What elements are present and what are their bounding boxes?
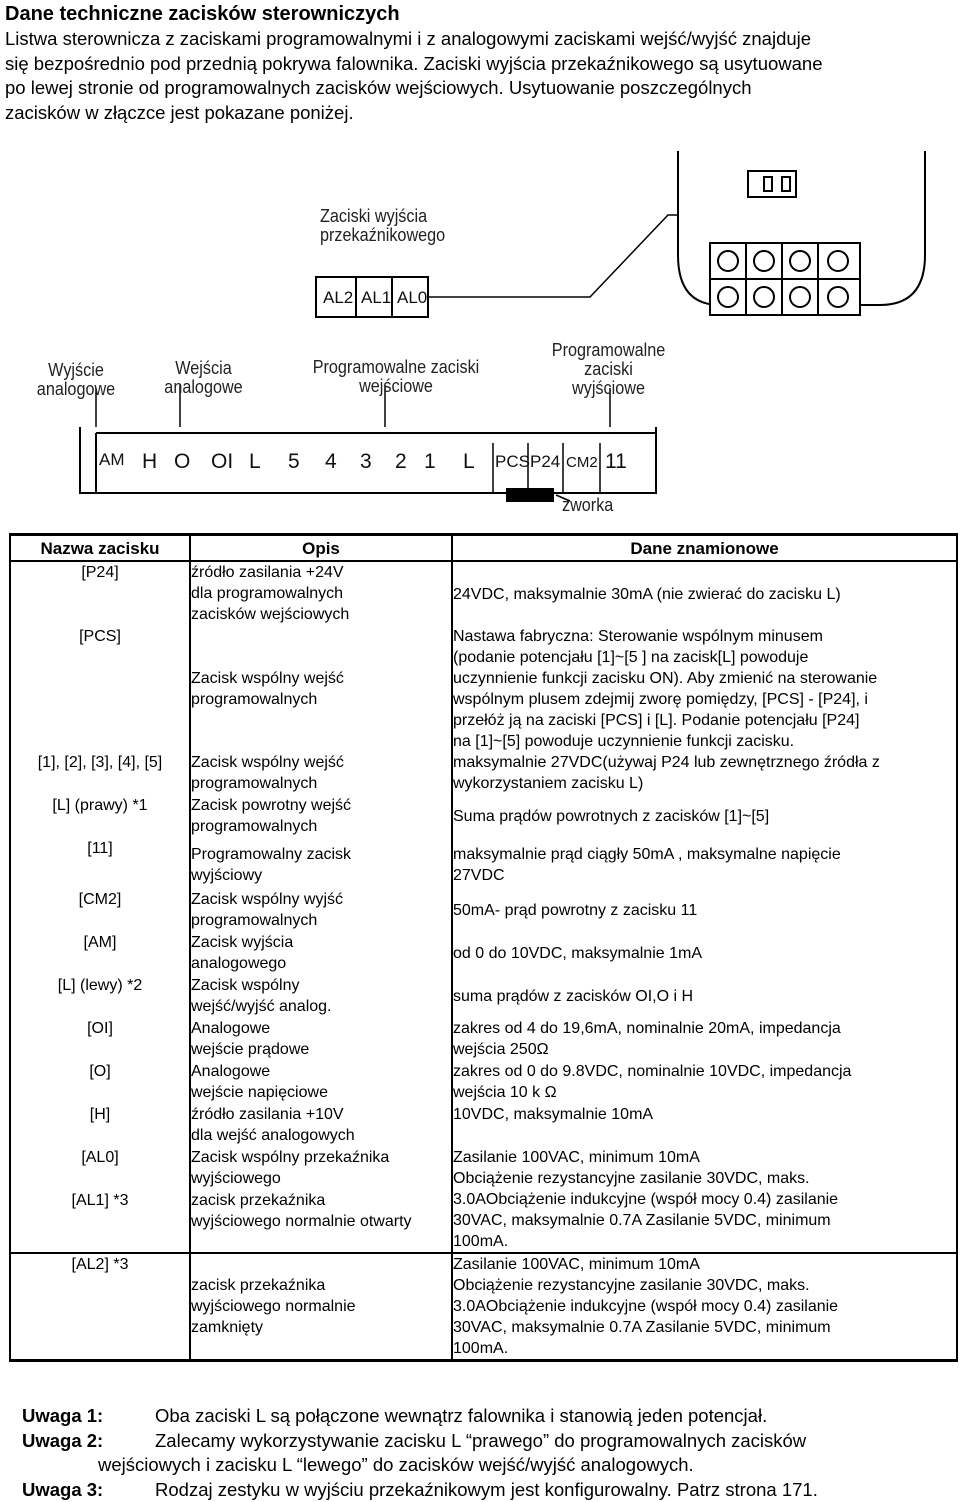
intro-line: się bezpośrednio pod przednią pokrywa falownika. Zaciski wyjścia przekaźnikowego są usytuowane	[5, 52, 955, 77]
intro-line: po lewej stronie od programowalnych zacisków wejściowych. Usytuowanie poszczególnych	[5, 76, 955, 101]
dip-switch	[764, 177, 772, 191]
desc-line: zacisków wejściowych	[191, 604, 451, 625]
terminal-description	[190, 795, 452, 838]
rating-line: Nastawa fabryczna: Sterowanie wspólnym minusem	[453, 626, 956, 647]
table-row	[10, 752, 957, 795]
rating-line: na [1]~[5] powoduje uczynnienie funkcji zacisku.	[453, 731, 956, 752]
relay-label-line: Zaciski wyjścia	[320, 207, 445, 226]
table-row	[10, 1061, 957, 1104]
terminal-p24: P24	[530, 452, 560, 472]
terminal-name: [O]	[10, 1061, 190, 1104]
terminal-description	[190, 889, 452, 932]
desc-line: Zacisk wspólny	[191, 975, 451, 996]
table-row	[10, 1018, 957, 1061]
table-row	[10, 561, 957, 626]
note-label: Uwaga 2:	[22, 1429, 103, 1454]
table-row	[10, 1253, 957, 1361]
analog-input-label	[163, 359, 244, 397]
terminal-diagram	[0, 145, 960, 530]
analog-output-label	[31, 361, 121, 399]
rating-line: 3.0AObciążenie indukcyjne (współ mocy 0.4) zasilanie	[453, 1296, 956, 1317]
terminal-pcs: PCS	[495, 452, 530, 472]
dip-switch	[782, 177, 790, 191]
terminal-rating	[452, 1253, 957, 1361]
terminal-11: 11	[605, 450, 627, 474]
label-line: Programowalne	[541, 341, 676, 360]
notes-section	[22, 1404, 952, 1502]
terminal-description	[190, 626, 452, 752]
rating-line: uczynnienie funkcji zacisku ON). Aby zmienić na sterowanie	[453, 668, 956, 689]
note-text: Oba zaciski L są połączone wewnątrz falownika i stanowią jeden potencjał.	[155, 1404, 767, 1429]
terminal-am: AM	[99, 450, 125, 470]
terminal-description	[190, 1061, 452, 1104]
column-header: Dane znamionowe	[452, 535, 957, 562]
desc-line: dla programowalnych	[191, 583, 451, 604]
intro-line: Listwa sterownicza z zaciskami programowalnymi i z analogowymi zaciskami wejść/wyjść znajduje	[5, 27, 955, 52]
table-row	[10, 795, 957, 838]
desc-line: Analogowe	[191, 1061, 451, 1082]
note-continuation: wejściowych i zacisku L “lewego” do zacisków wejść/wyjść analogowych.	[22, 1453, 952, 1478]
terminal-description	[190, 1190, 452, 1253]
terminal-al1: AL1	[361, 288, 391, 308]
intro-line: zacisków w złączce jest pokazane poniżej.	[5, 101, 955, 126]
terminal-name: [PCS]	[10, 626, 190, 752]
rating-line: 100mA.	[453, 1338, 956, 1359]
terminal-rating	[452, 1018, 957, 1061]
label-line: zaciski	[541, 360, 676, 379]
terminal-description	[190, 1253, 452, 1361]
rating-line: 50mA- prąd powrotny z zacisku 11	[453, 900, 956, 921]
terminal-al2: AL2	[323, 288, 353, 308]
table-row	[10, 626, 957, 752]
terminal-1: 1	[424, 450, 436, 474]
label-line: Wyjście	[31, 361, 121, 380]
label-line: analogowe	[31, 380, 121, 399]
desc-line: programowalnych	[191, 773, 451, 794]
terminal-rating	[452, 889, 957, 932]
desc-line: Zacisk wyjścia	[191, 932, 451, 953]
terminal-3: 3	[360, 450, 372, 474]
terminal-name: [11]	[10, 838, 190, 889]
terminal-description	[190, 1018, 452, 1061]
rating-line: 30VAC, maksymalnie 0.7A Zasilanie 5VDC, minimum	[453, 1317, 956, 1338]
rating-line: 24VDC, maksymalnie 30mA (nie zwierać do zacisku L)	[453, 584, 956, 605]
desc-line: wejść/wyjść analog.	[191, 996, 451, 1017]
desc-line: programowalnych	[191, 910, 451, 931]
terminal-description	[190, 561, 452, 626]
relay-label-line: przekaźnikowego	[320, 226, 445, 245]
terminal-spec-table	[9, 533, 958, 1362]
desc-line: Zacisk wspólny wyjść	[191, 889, 451, 910]
desc-line: Analogowe	[191, 1018, 451, 1039]
rating-line: przełóż ją na zaciski [PCS] i [L]. Podanie potencjału [P24]	[453, 710, 956, 731]
column-header: Opis	[190, 535, 452, 562]
desc-line: wyjściowego normalnie	[191, 1296, 451, 1317]
desc-line: zacisk przekaźnika	[191, 1275, 451, 1296]
terminal-rating	[452, 932, 957, 975]
terminal-2: 2	[395, 450, 407, 474]
terminal-name: [CM2]	[10, 889, 190, 932]
rating-line: Obciążenie rezystancyjne zasilanie 30VDC, maks.	[453, 1275, 956, 1296]
label-line: Wejścia	[163, 359, 244, 378]
terminal-description	[190, 838, 452, 889]
note-text: Rodzaj zestyku w wyjściu przekaźnikowym jest konfigurowalny. Patrz strona 171.	[155, 1478, 818, 1502]
terminal-name: [AL0]	[10, 1147, 190, 1190]
note-1	[22, 1404, 952, 1429]
label-line: wejściowe	[297, 377, 495, 396]
rating-line: wspólnym plusem zdejmij zworę pomiędzy, [PCS] - [P24], i	[453, 689, 956, 710]
desc-line: Programowalny zacisk	[191, 844, 451, 865]
rating-line: maksymalnie prąd ciągły 50mA , maksymalne napięcie	[453, 844, 956, 865]
terminal-l-right: L	[463, 450, 475, 474]
note-3	[22, 1478, 952, 1502]
desc-line: wejście napięciowe	[191, 1082, 451, 1103]
terminal-name: [L] (prawy) *1	[10, 795, 190, 838]
rating-line: maksymalnie 27VDC(używaj P24 lub zewnętrznego źródła z	[453, 752, 956, 773]
table-row	[10, 1147, 957, 1190]
relay-output-label	[320, 207, 445, 245]
rating-line: od 0 do 10VDC, maksymalnie 1mA	[453, 943, 956, 964]
rating-line: 30VAC, maksymalnie 0.7A Zasilanie 5VDC, minimum	[453, 1210, 956, 1231]
terminal-description	[190, 1104, 452, 1147]
terminal-description	[190, 1147, 452, 1190]
desc-line: Zacisk wspólny wejść	[191, 668, 451, 689]
table-row	[10, 889, 957, 932]
terminal-name: [H]	[10, 1104, 190, 1147]
terminal-oi: OI	[211, 450, 233, 474]
desc-line: programowalnych	[191, 816, 451, 837]
rating-line: 27VDC	[453, 865, 956, 886]
terminal-name: [AL1] *3	[10, 1190, 190, 1253]
desc-line: zacisk przekaźnika	[191, 1190, 451, 1211]
terminal-l-left: L	[249, 450, 261, 474]
terminal-o: O	[174, 450, 190, 474]
terminal-rating	[452, 626, 957, 752]
rating-line: Zasilanie 100VAC, minimum 10mA	[453, 1147, 956, 1168]
desc-line: programowalnych	[191, 689, 451, 710]
table-header-row	[10, 535, 957, 562]
terminal-name: [L] (lewy) *2	[10, 975, 190, 1018]
rating-line: suma prądów z zacisków OI,O i H	[453, 986, 956, 1007]
rating-line: zakres od 0 do 9.8VDC, nominalnie 10VDC, impedancja	[453, 1061, 956, 1082]
note-2	[22, 1429, 952, 1478]
rating-line: wejścia 10 k Ω	[453, 1082, 956, 1103]
terminal-name: [P24]	[10, 561, 190, 626]
programmable-output-label	[541, 341, 676, 398]
terminal-cm2: CM2	[566, 454, 598, 471]
jumper-shape	[506, 488, 554, 502]
terminal-description	[190, 932, 452, 975]
terminal-rating	[452, 752, 957, 795]
desc-line: Zacisk wspólny przekaźnika	[191, 1147, 451, 1168]
desc-line: zamknięty	[191, 1317, 451, 1338]
label-line: Programowalne zaciski	[297, 358, 495, 377]
terminal-name: [AM]	[10, 932, 190, 975]
table-row	[10, 1104, 957, 1147]
desc-line: dla wejść analogowych	[191, 1125, 451, 1146]
intro-paragraph	[5, 27, 955, 125]
terminal-4: 4	[325, 450, 337, 474]
desc-line: źródło zasilania +24V	[191, 562, 451, 583]
terminal-rating	[452, 1104, 957, 1147]
terminal-rating	[452, 1061, 957, 1104]
rating-line: zakres od 4 do 19,6mA, nominalnie 20mA, impedancja	[453, 1018, 956, 1039]
terminal-rating	[452, 975, 957, 1018]
terminal-name: [AL2] *3	[10, 1253, 190, 1361]
rating-line: wejścia 250Ω	[453, 1039, 956, 1060]
terminal-h: H	[142, 450, 157, 474]
terminal-5: 5	[288, 450, 300, 474]
note-label: Uwaga 3:	[22, 1478, 103, 1502]
terminal-rating	[452, 795, 957, 838]
rating-line: Obciążenie rezystancyjne zasilanie 30VDC, maks.	[453, 1168, 956, 1189]
desc-line: wyjściowego normalnie otwarty	[191, 1211, 451, 1232]
rating-line: wykorzystaniem zacisku L)	[453, 773, 956, 794]
programmable-input-label	[297, 358, 495, 396]
terminal-rating	[452, 561, 957, 626]
desc-line: Zacisk wspólny wejść	[191, 752, 451, 773]
note-text: Zalecamy wykorzystywanie zacisku L “prawego” do programowalnych zacisków	[155, 1429, 806, 1454]
terminal-rating	[452, 1147, 957, 1253]
terminal-name: [1], [2], [3], [4], [5]	[10, 752, 190, 795]
relay-leader-line	[428, 215, 678, 297]
terminal-description	[190, 752, 452, 795]
terminal-al0: AL0	[397, 288, 427, 308]
desc-line: wejście prądowe	[191, 1039, 451, 1060]
label-line: analogowe	[163, 378, 244, 397]
table-row	[10, 975, 957, 1018]
desc-line: źródło zasilania +10V	[191, 1104, 451, 1125]
page-title: Dane techniczne zacisków sterowniczych	[5, 3, 400, 26]
column-header: Nazwa zacisku	[10, 535, 190, 562]
rating-line: 100mA.	[453, 1231, 956, 1252]
rating-line: Suma prądów powrotnych z zacisków [1]~[5]	[453, 806, 956, 827]
desc-line: analogowego	[191, 953, 451, 974]
table-row	[10, 932, 957, 975]
desc-line: wyjściowego	[191, 1168, 451, 1189]
note-label: Uwaga 1:	[22, 1404, 103, 1429]
rating-line: Zasilanie 100VAC, minimum 10mA	[453, 1254, 956, 1275]
rating-line: 3.0AObciążenie indukcyjne (współ mocy 0.4) zasilanie	[453, 1189, 956, 1210]
rating-line: (podanie potencjału [1]~[5 ] na zacisk[L] powoduje	[453, 647, 956, 668]
jumper-label: zworka	[562, 496, 613, 515]
terminal-description	[190, 975, 452, 1018]
rating-line: 10VDC, maksymalnie 10mA	[453, 1104, 956, 1125]
label-line: wyjściowe	[541, 379, 676, 398]
terminal-rating	[452, 838, 957, 889]
terminal-name: [OI]	[10, 1018, 190, 1061]
desc-line: Zacisk powrotny wejść	[191, 795, 451, 816]
table-row	[10, 838, 957, 889]
desc-line: wyjściowy	[191, 865, 451, 886]
